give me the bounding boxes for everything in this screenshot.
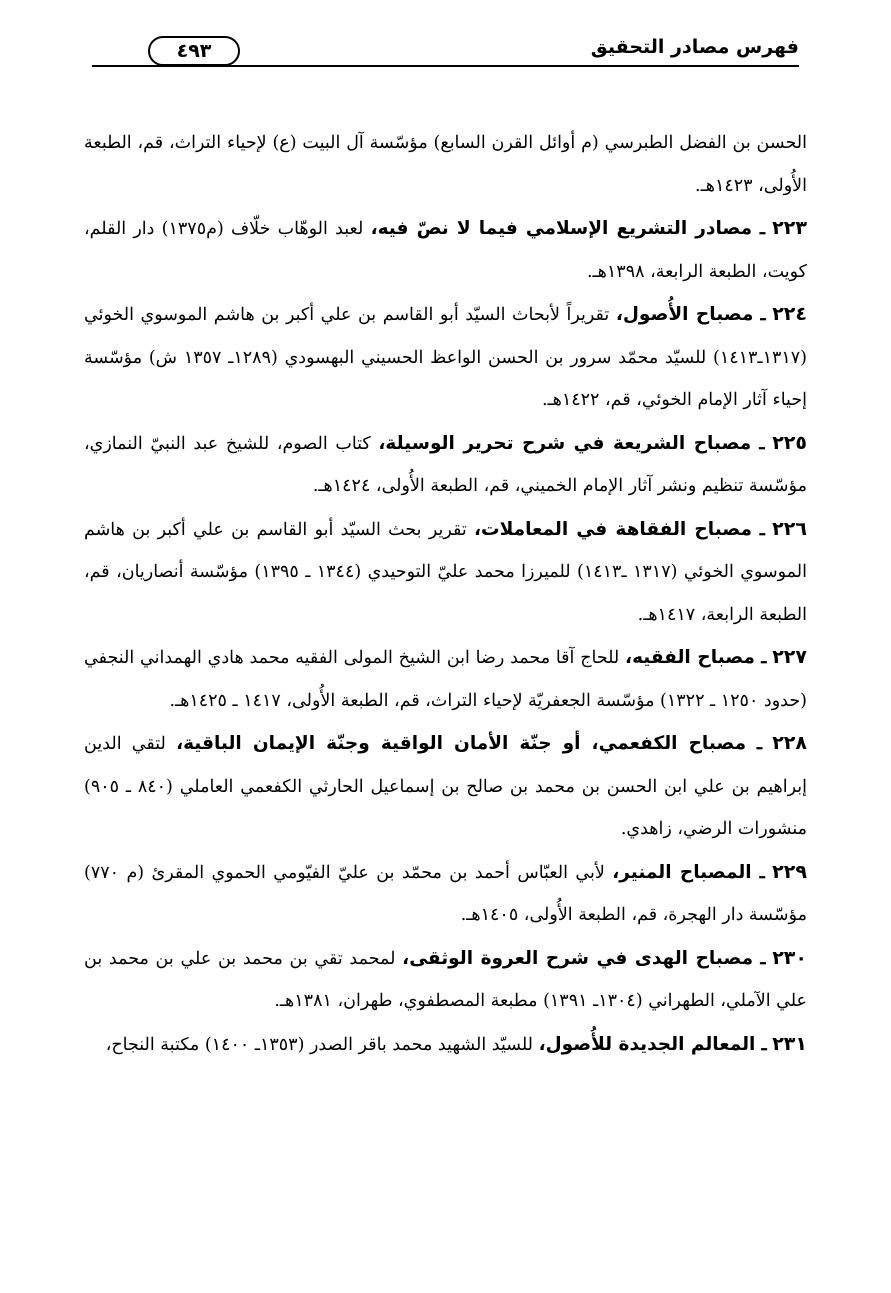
entry-body: تقرير بحث السيّد أبو القاسم بن علي أكبر بن هاشم الموسوي الخوئي (١٣١٧ ـ١٤١٣) للميرزا محمد عليّ التوحيدي (١٣٤٤ ـ ١٣٩٥) مؤسّسة أنصاريان، قم، الطبعة الرابعة، ١٤١٧هـ. <box>84 519 807 625</box>
entry-dash: ـ <box>753 948 766 969</box>
entry-title: المصباح المنير، <box>612 861 752 883</box>
bibliography-entry <box>84 851 807 937</box>
entry-body: لأبي العبّاس أحمد بن محمّد بن عليّ الفيّومي الحموي المقرئ (م ٧٧٠) مؤسّسة دار الهجرة، قم، الطبعة الأُولى، ١٤٠٥هـ. <box>84 862 807 925</box>
entry-dash: ـ <box>751 519 765 540</box>
entry-body: كتاب الصوم، للشيخ عبد النبيّ النمازي، مؤسّسة تنظيم ونشر آثار الإمام الخميني، قم، الطبعة الأُولى، ١٤٢٤هـ. <box>84 433 807 496</box>
entry-number: ٢٣١ <box>772 1032 807 1055</box>
entry-number: ٢٢٦ <box>772 517 807 540</box>
entry-number: ٢٣٠ <box>772 946 807 969</box>
entry-dash: ـ <box>753 305 766 325</box>
bibliography-entry <box>84 422 807 508</box>
entry-title: مصباح الفقاهة في المعاملات، <box>474 518 752 540</box>
entry-body: لعبد الوهّاب خلّاف (م١٣٧٥) دار القلم، كويت، الطبعة الرابعة، ١٣٩٨هـ. <box>84 219 807 282</box>
running-title: فهرس مصادر التحقيق <box>590 36 799 58</box>
page-number: ٤٩٣ <box>148 36 240 66</box>
entry-dash: ـ <box>751 862 765 883</box>
entry-body: للحاج آقا محمد رضا ابن الشيخ المولى الفقيه محمد هادي الهمداني النجفي (حدود ١٢٥٠ ـ ١٣٢٢) مؤسّسة الجعفريّة لإحياء التراث، قم، الطبعة الأُولى، ١٤١٧ ـ ١٤٢٥هـ. <box>84 648 807 711</box>
entry-body: لتقي الدين إبراهيم بن علي ابن الحسن بن محمد بن صالح بن إسماعيل الحارثي الكفعمي العاملي (٨٤٠ ـ ٩٠٥) منشورات الرضي، زاهدي. <box>84 734 807 839</box>
entry-dash: ـ <box>755 1034 767 1055</box>
entry-dash: ـ <box>754 648 767 668</box>
entry-body: للسيّد الشهيد محمد باقر الصدر (١٣٥٣ـ ١٤٠٠) مكتبة النجاح، <box>105 1034 533 1055</box>
bibliography-entry <box>84 722 807 851</box>
entry-number: ٢٢٧ <box>772 646 807 668</box>
entry-title: المعالم الجديدة للأُصول، <box>538 1033 756 1055</box>
bibliography-entry <box>84 1023 807 1067</box>
entry-title: مصباح الفقيه، <box>625 647 755 668</box>
bibliography-list <box>84 122 807 1066</box>
bibliography-entry <box>84 293 807 422</box>
page-header <box>92 28 799 72</box>
bibliography-entry <box>84 937 807 1023</box>
bibliography-entry <box>84 122 807 207</box>
entry-number: ٢٢٨ <box>772 732 807 754</box>
entry-dash: ـ <box>751 433 765 454</box>
bibliography-entry <box>84 636 807 722</box>
entry-title: مصادر التشريع الإسلامي فيما لا نصّ فيه، <box>370 218 753 239</box>
entry-title: مصباح الهدى في شرح العروة الوثقى، <box>402 947 754 969</box>
entry-title: مصباح الأُصول، <box>615 304 754 325</box>
entry-number: ٢٢٤ <box>772 303 807 325</box>
entry-body: لمحمد تقي بن محمد بن علي بن محمد بن علي الآملي، الطهراني (١٣٠٤ـ ١٣٩١) مطبعة المصطفوي، طهران، ١٣٨١هـ. <box>84 948 807 1011</box>
entry-number: ٢٢٥ <box>772 431 807 454</box>
entry-number: ٢٢٩ <box>772 860 807 883</box>
entry-number: ٢٢٣ <box>772 217 807 239</box>
entry-dash: ـ <box>746 734 762 754</box>
bibliography-entry <box>84 508 807 637</box>
bibliography-entry <box>84 207 807 293</box>
entry-title: مصباح الكفعمي، أو جنّة الأمان الواقية وجنّة الإيمان الباقية، <box>176 733 747 754</box>
entry-body: الحسن بن الفضل الطبرسي (م أوائل القرن السابع) مؤسّسة آل البيت (ع) لإحياء التراث، قم، الطبعة الأُولى، ١٤٢٣هـ. <box>84 133 807 196</box>
entry-dash: ـ <box>752 219 765 239</box>
entry-body: تقريراً لأبحاث السيّد أبو القاسم بن علي أكبر بن هاشم الموسوي الخوئي (١٣١٧ـ١٤١٣) للسيّد محمّد سرور بن الحسن الواعظ الحسيني البهسودي (١٢٨٩ـ ١٣٥٧ ش) مؤسّسة إحياء آثار الإمام الخوئي، قم، ١٤٢٢هـ. <box>84 305 807 410</box>
entry-title: مصباح الشريعة في شرح تحرير الوسيلة، <box>378 432 752 454</box>
